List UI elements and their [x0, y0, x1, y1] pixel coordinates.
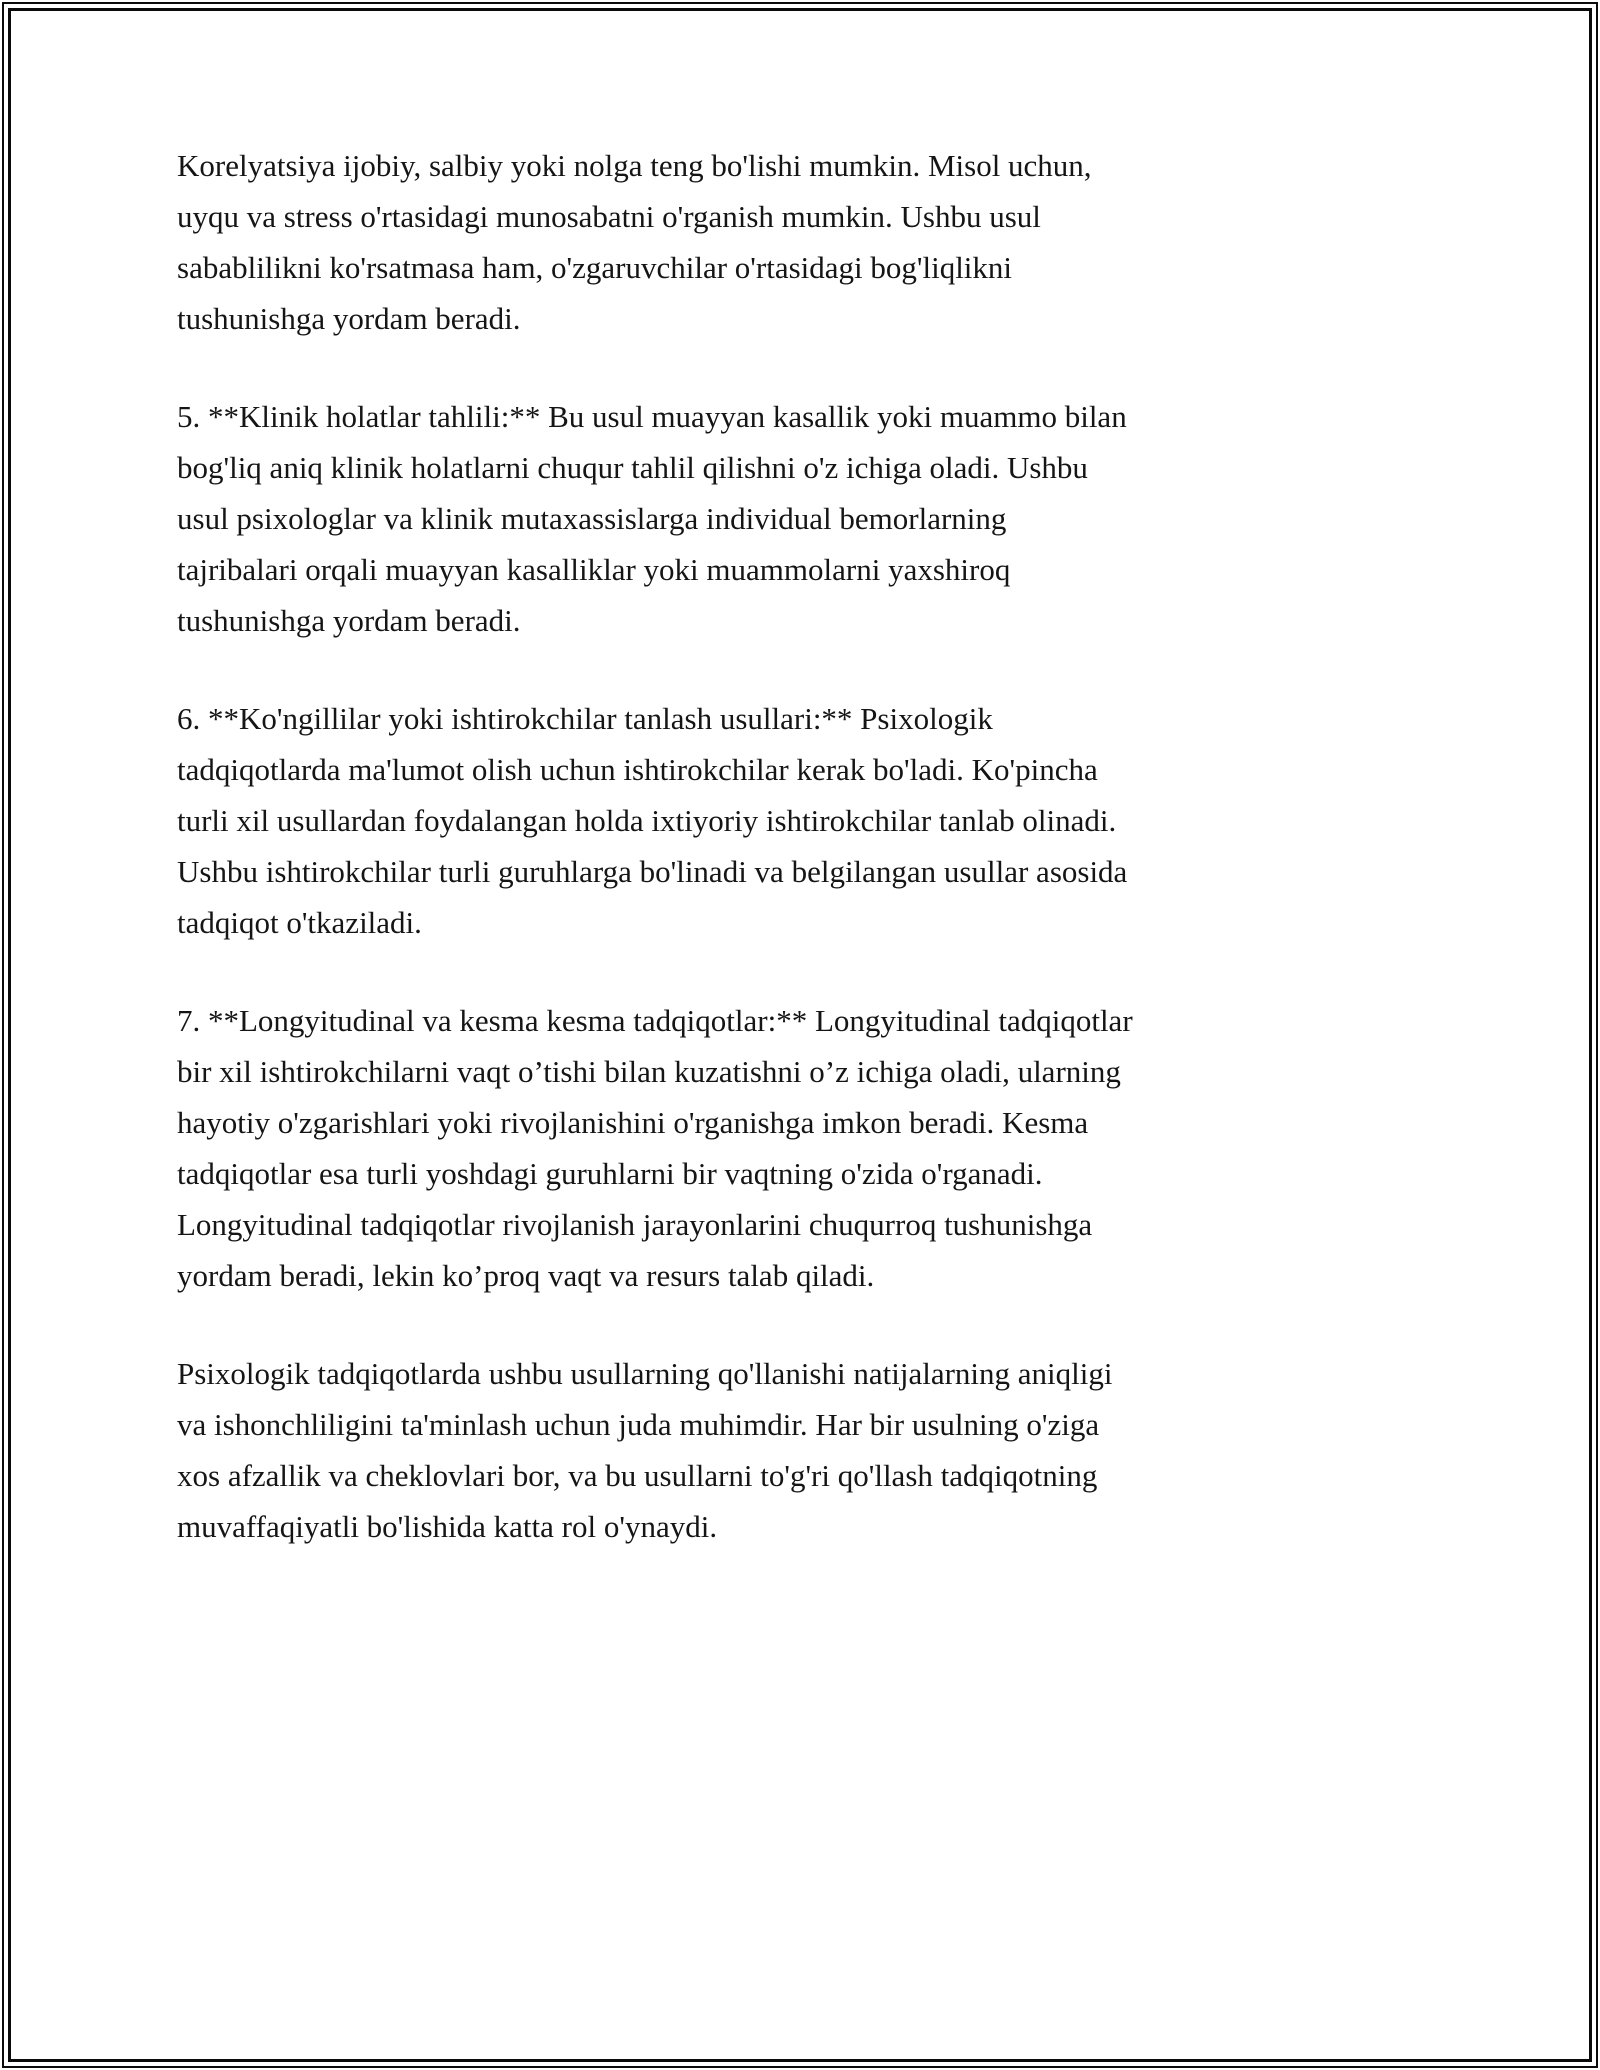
text-line: bog'liq aniq klinik holatlarni chuqur tahlil qilishni o'z ichiga oladi. Ushbu [177, 450, 1088, 485]
paragraph-clinical-cases [177, 391, 1417, 646]
paragraph-longitudinal [177, 995, 1417, 1301]
text-line: Psixologik tadqiqotlarda ushbu usullarning qo'llanishi natijalarning aniqligi [177, 1356, 1113, 1391]
text-line: 6. **Ko'ngillilar yoki ishtirokchilar tanlash usullari:** Psixologik [177, 701, 993, 736]
text-line: tajribalari orqali muayyan kasalliklar yoki muammolarni yaxshiroq [177, 552, 1011, 587]
paragraph-participant-selection [177, 693, 1417, 948]
text-line: hayotiy o'zgarishlari yoki rivojlanishini o'rganishga imkon beradi. Kesma [177, 1105, 1089, 1140]
text-line: Ushbu ishtirokchilar turli guruhlarga bo'linadi va belgilangan usullar asosida [177, 854, 1128, 889]
text-line: tadqiqotlarda ma'lumot olish uchun ishtirokchilar kerak bo'ladi. Ko'pincha [177, 752, 1098, 787]
document-content [177, 140, 1417, 1552]
text-line: xos afzallik va cheklovlari bor, va bu usullarni to'g'ri qo'llash tadqiqotning [177, 1458, 1098, 1493]
text-line: 5. **Klinik holatlar tahlili:** Bu usul muayyan kasallik yoki muammo bilan [177, 399, 1127, 434]
text-line: usul psixologlar va klinik mutaxassislarga individual bemorlarning [177, 501, 1007, 536]
text-line: va ishonchliligini ta'minlash uchun juda muhimdir. Har bir usulning o'ziga [177, 1407, 1100, 1442]
paragraph-conclusion [177, 1348, 1417, 1552]
text-line: tadqiqotlar esa turli yoshdagi guruhlarni bir vaqtning o'zida o'rganadi. [177, 1156, 1043, 1191]
text-line: uyqu va stress o'rtasidagi munosabatni o'rganish mumkin. Ushbu usul [177, 199, 1041, 234]
text-line: muvaffaqiyatli bo'lishida katta rol o'ynaydi. [177, 1509, 718, 1544]
text-line: Longyitudinal tadqiqotlar rivojlanish jarayonlarini chuqurroq tushunishga [177, 1207, 1093, 1242]
text-line: tushunishga yordam beradi. [177, 301, 521, 336]
text-line: yordam beradi, lekin ko’proq vaqt va resurs talab qiladi. [177, 1258, 875, 1293]
text-line: turli xil usullardan foydalangan holda ixtiyoriy ishtirokchilar tanlab olinadi. [177, 803, 1117, 838]
text-line: Korelyatsiya ijobiy, salbiy yoki nolga teng bo'lishi mumkin. Misol uchun, [177, 148, 1092, 183]
text-line: sabablilikni ko'rsatmasa ham, o'zgaruvchilar o'rtasidagi bog'liqlikni [177, 250, 1013, 285]
text-line: tushunishga yordam beradi. [177, 603, 521, 638]
text-line: tadqiqot o'tkaziladi. [177, 905, 422, 940]
text-line: bir xil ishtirokchilarni vaqt o’tishi bilan kuzatishni o’z ichiga oladi, ularning [177, 1054, 1121, 1089]
paragraph-correlation [177, 140, 1417, 344]
text-line: 7. **Longyitudinal va kesma kesma tadqiqotlar:** Longyitudinal tadqiqotlar [177, 1003, 1133, 1038]
